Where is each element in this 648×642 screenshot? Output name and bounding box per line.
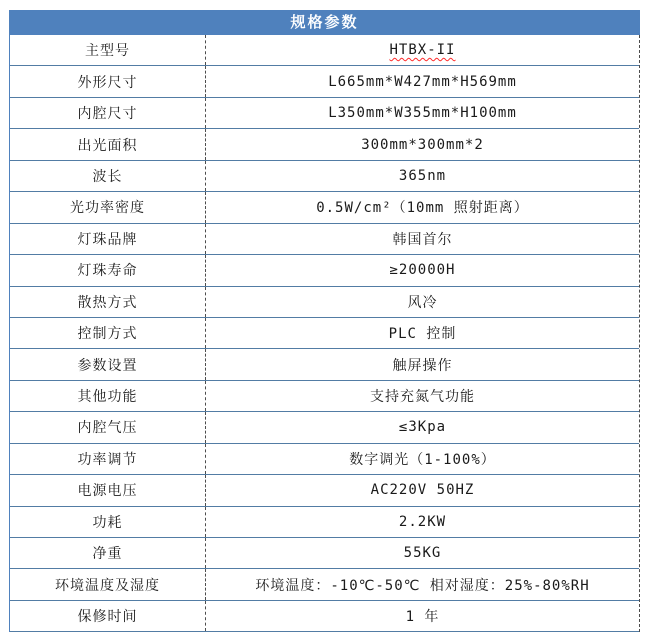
spec-value-text: 300mm*300mm*2 [361, 136, 484, 153]
spec-label-cell: 外形尺寸 [10, 66, 206, 96]
spec-value-cell [206, 98, 639, 128]
spec-value-cell [206, 224, 639, 254]
spec-value-text: 风冷 [407, 294, 438, 311]
spec-value-text: ≤3Kpa [398, 419, 447, 436]
spec-value-cell [206, 287, 639, 317]
spec-value-text: 触屏操作 [392, 357, 453, 374]
spec-value-text: 支持充氮气功能 [370, 389, 475, 406]
spec-value-cell [206, 255, 639, 285]
table-row [10, 538, 639, 569]
table-row [10, 381, 639, 412]
spec-value-text: 2.2KW [398, 513, 447, 530]
spec-label-cell: 参数设置 [10, 349, 206, 379]
spec-value-cell [206, 569, 639, 599]
table-row [10, 318, 639, 349]
spec-value-text: L665mm*W427mm*H569mm [328, 73, 517, 90]
spec-value-text: 1 年 [405, 609, 440, 626]
spec-value-cell [206, 192, 639, 222]
spec-value-text: AC220V 50HZ [370, 482, 475, 499]
spec-value-cell [206, 507, 639, 537]
spec-label-cell: 灯珠寿命 [10, 255, 206, 285]
table-row [10, 98, 639, 129]
spec-value-text: 韩国首尔 [392, 231, 453, 248]
spec-value-cell [206, 35, 639, 65]
table-row [10, 287, 639, 318]
spec-value-text: L350mm*W355mm*H100mm [328, 105, 517, 122]
spec-label-cell: 环境温度及湿度 [10, 569, 206, 599]
table-row [10, 161, 639, 192]
spec-label-cell: 控制方式 [10, 318, 206, 348]
spec-value-text: 数字调光（1-100%） [349, 451, 496, 468]
table-row [10, 192, 639, 223]
table-row [10, 35, 639, 66]
spec-value-cell [206, 381, 639, 411]
spec-label-cell: 内腔气压 [10, 412, 206, 442]
spec-label-cell: 功率调节 [10, 444, 206, 474]
table-row [10, 601, 639, 632]
spec-value-cell [206, 349, 639, 379]
spec-value-cell [206, 412, 639, 442]
table-row [10, 475, 639, 506]
spec-label-cell: 散热方式 [10, 287, 206, 317]
table-row [10, 66, 639, 97]
table-row [10, 412, 639, 443]
spec-label-cell: 内腔尺寸 [10, 98, 206, 128]
table-row [10, 349, 639, 380]
table-row [10, 569, 639, 600]
spec-label-cell: 功耗 [10, 507, 206, 537]
spec-value-text: 365nm [398, 167, 447, 184]
spec-value-cell [206, 538, 639, 568]
spec-value-text: 55KG [403, 545, 442, 562]
spec-value-text: ≥20000H [389, 262, 456, 279]
spec-value-text: PLC 控制 [388, 326, 457, 343]
table-row [10, 129, 639, 160]
spec-label-cell: 出光面积 [10, 129, 206, 159]
spec-value-cell [206, 444, 639, 474]
spec-label-cell: 灯珠品牌 [10, 224, 206, 254]
spec-value-cell [206, 161, 639, 191]
table-row [10, 444, 639, 475]
spec-label-cell: 保修时间 [10, 601, 206, 631]
table-row [10, 507, 639, 538]
table-row [10, 255, 639, 286]
table-body [9, 35, 640, 632]
spec-value-cell [206, 129, 639, 159]
spec-value-cell [206, 475, 639, 505]
spec-value-text: HTBX-II [389, 42, 456, 59]
table-row [10, 224, 639, 255]
spec-value-text: 0.5W/cm²（10mm 照射距离） [316, 200, 529, 217]
spec-label-cell: 主型号 [10, 35, 206, 65]
spec-label-cell: 净重 [10, 538, 206, 568]
spec-value-cell [206, 318, 639, 348]
spec-value-text: 环境温度：-10℃-50℃ 相对湿度：25%-80%RH [255, 577, 590, 594]
spec-label-cell: 电源电压 [10, 475, 206, 505]
spec-label-cell: 波长 [10, 161, 206, 191]
table-title: 规格参数 [9, 10, 640, 35]
spec-value-cell [206, 601, 639, 631]
spec-label-cell: 其他功能 [10, 381, 206, 411]
spec-label-cell: 光功率密度 [10, 192, 206, 222]
spec-value-cell [206, 66, 639, 96]
spec-table [9, 10, 640, 632]
